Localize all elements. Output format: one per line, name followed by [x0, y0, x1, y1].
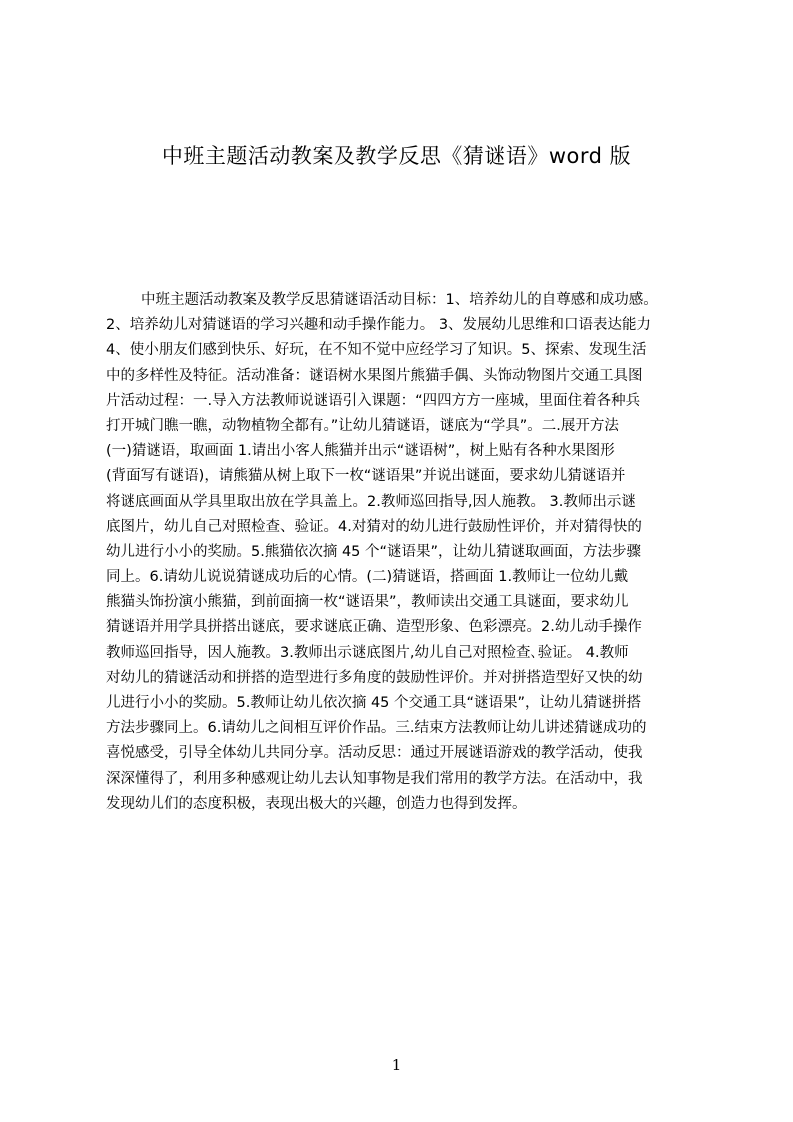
text-line: 2、培养幼儿对猜谜语的学习兴趣和动手操作能力。 3、发展幼儿思维和口语表达能力 — [106, 317, 652, 334]
text-line: 幼儿进行小小的奖励。5.熊猫依次摘 45 个“谜语果”，让幼儿猜谜取画面，方法步骤 — [106, 543, 642, 560]
text-line: 同上。6.请幼儿说说猜谜成功后的心情。(二)猜谜语，搭画面 1.教师让一位幼儿戴 — [106, 569, 629, 586]
text-line: 教师巡回指导，因人施教。3.教师出示谜底图片,幼儿自己对照检查､验证。 4.教师 — [106, 644, 629, 661]
text-line: 片活动过程：一.导入方法教师说谜语引入课题：“四四方方一座城，里面住着各种兵 — [106, 392, 641, 409]
text-line: 打开城门瞧一瞧，动物植物全都有。”让幼儿猜谜语，谜底为“学具”。二.展开方法 — [106, 417, 619, 434]
text-line: 对幼儿的猜谜活动和拼搭的造型进行多角度的鼓励性评价。并对拼搭造型好又快的幼 — [106, 669, 643, 686]
page-number: 1 — [391, 1056, 402, 1074]
text-line: (背面写有谜语)，请熊猫从树上取下一枚“谜语果”并说出谜面，要求幼儿猜谜语并 — [106, 468, 626, 485]
text-line: 方法步骤同上。6.请幼儿之间相互评价作品。三.结束方法教师让幼儿讲述猜谜成功的 — [106, 720, 647, 737]
text-line: 中的多样性及特征。活动准备：谜语树水果图片熊猫手偶、头饰动物图片交通工具图 — [106, 367, 643, 384]
text-line: 4、使小朋友们感到快乐、好玩，在不知不觉中应经学习了知识。5、探索、发现生活 — [106, 342, 647, 359]
text-line: 喜悦感受，引导全体幼儿共同分享。活动反思：通过开展谜语游戏的教学活动，使我 — [106, 745, 643, 762]
document-title: 中班主题活动教案及教学反思《猜谜语》word 版 — [161, 144, 632, 168]
text-line: 深深懂得了，利用多种感观让幼儿去认知事物是我们常用的教学方法。在活动中，我 — [106, 770, 643, 787]
text-line: 发现幼儿们的态度积极，表现出极大的兴趣，创造力也得到发挥。 — [106, 795, 527, 812]
text-line: 将谜底画面从学具里取出放在学具盖上。2.教师巡回指导,因人施教。 3.教师出示谜 — [106, 493, 636, 510]
text-line: 儿进行小小的奖励。5.教师让幼儿依次摘 45 个交通工具“谜语果”，让幼儿猜谜拼搭 — [106, 695, 642, 711]
text-line: (一)猜谜语，取画面 1.请出小客人熊猫并出示“谜语树”，树上贴有各种水果图形 — [106, 443, 615, 460]
text-line: 中班主题活动教案及教学反思猜谜语活动目标：1、培养幼儿的自尊感和成功感。 — [141, 292, 658, 308]
text-line: 猜谜语并用学具拼搭出谜底，要求谜底正确、造型形象、色彩漂亮。2.幼儿动手操作 — [106, 619, 642, 636]
text-line: 底图片，幼儿自己对照检查、验证。4.对猜对的幼儿进行鼓励性评价，并对猜得快的 — [106, 518, 642, 535]
body-paragraph — [106, 288, 698, 817]
text-line: 熊猫头饰扮演小熊猫，到前面摘一枚“谜语果”，教师读出交通工具谜面，要求幼儿 — [106, 594, 629, 611]
